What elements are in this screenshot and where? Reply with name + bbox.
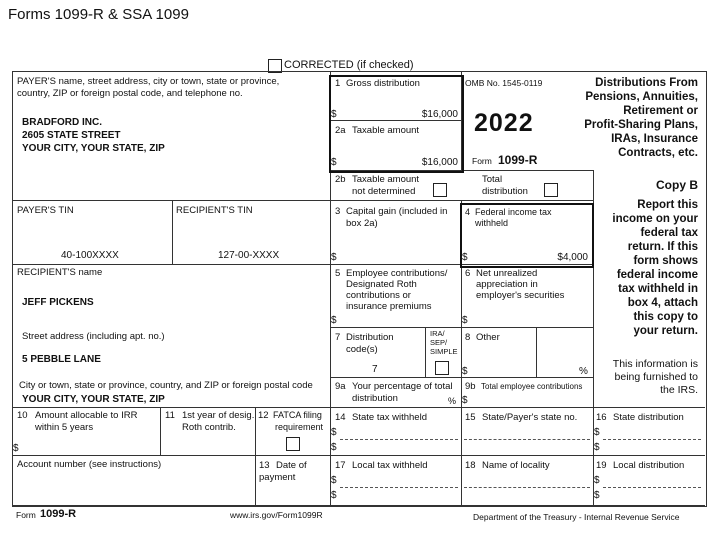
- box7-value[interactable]: 7: [372, 364, 378, 375]
- recipient-city[interactable]: YOUR CITY, YOUR STATE, ZIP: [22, 394, 165, 405]
- copy-b-line-7: tax withheld in: [618, 283, 698, 295]
- box2b-num: 2b: [335, 174, 346, 185]
- footer-form-prefix: Form: [16, 510, 36, 520]
- box9a-percent: %: [448, 396, 457, 406]
- payer-label-2: country, ZIP or foreign postal code, and telephone no.: [17, 88, 243, 99]
- box19-dollar-2: $: [594, 490, 600, 501]
- title-line-3: Retirement or: [623, 105, 698, 117]
- copy-b-info-2: being furnished to: [614, 371, 698, 383]
- box14-num: 14: [335, 412, 346, 423]
- box2a-value[interactable]: $16,000: [421, 157, 458, 168]
- copy-b-line-5: form shows: [633, 255, 698, 267]
- recipient-street[interactable]: 5 PEBBLE LANE: [22, 354, 101, 365]
- box5-line-4: insurance premiums: [346, 301, 432, 312]
- box4-label-2: withheld: [475, 218, 509, 228]
- box4-num: 4: [465, 207, 471, 217]
- copy-b-line-10: your return.: [633, 325, 698, 337]
- box17-dollar-1: $: [331, 475, 337, 486]
- box19-num: 19: [596, 460, 607, 471]
- box12-label: FATCA filing: [273, 410, 322, 420]
- box6-num: 6: [465, 268, 471, 279]
- copy-b-line-4: return. If this: [627, 241, 698, 253]
- omb-form-prefix: Form: [472, 156, 492, 166]
- box14-dollar-2: $: [331, 442, 337, 453]
- box15-label: State/Payer's state no.: [482, 412, 578, 423]
- box3-num: 3: [335, 206, 341, 217]
- box13-label-2: payment: [259, 472, 296, 483]
- box9a-num: 9a: [335, 381, 346, 392]
- box7-num: 7: [335, 332, 341, 343]
- box4-value[interactable]: $4,000: [557, 252, 588, 263]
- payer-tin-value[interactable]: 40-100XXXX: [61, 250, 119, 261]
- copy-b-line-6: federal income: [616, 269, 698, 281]
- box12-num: 12: [258, 410, 269, 421]
- box5-line-1: Employee contributions/: [346, 268, 448, 279]
- title-line-6: Contracts, etc.: [618, 147, 698, 159]
- box10-dollar: $: [13, 443, 19, 454]
- box2b-label-2: not determined: [352, 186, 416, 197]
- box5-line-2: Designated Roth: [346, 279, 417, 290]
- box6-dollar: $: [462, 315, 468, 326]
- recipient-name[interactable]: JEFF PICKENS: [22, 297, 94, 308]
- box3-dollar: $: [331, 252, 337, 263]
- recipient-tin-label: RECIPIENT'S TIN: [176, 205, 253, 216]
- box8-num: 8: [465, 332, 471, 343]
- ira-label-1: IRA/: [430, 329, 445, 338]
- payer-tin-label: PAYER'S TIN: [17, 205, 74, 216]
- total-distribution-checkbox[interactable]: [544, 183, 558, 197]
- footer-url[interactable]: www.irs.gov/Form1099R: [230, 510, 323, 520]
- box9a-label: Your percentage of total: [352, 381, 453, 392]
- box2b-checkbox[interactable]: [433, 183, 447, 197]
- box3-label-2: box 2a): [346, 218, 378, 229]
- box2b-label: Taxable amount: [352, 174, 420, 185]
- box18-num: 18: [465, 460, 476, 471]
- box13-num: 13: [259, 460, 270, 471]
- box1-num: 1: [335, 78, 341, 89]
- fatca-checkbox[interactable]: [286, 437, 300, 451]
- box10-label: Amount allocable to IRR: [35, 410, 138, 421]
- box11-num: 11: [165, 410, 175, 421]
- box17-dollar-2: $: [331, 490, 337, 501]
- box12-label-2: requirement: [275, 422, 324, 432]
- box11-label: 1st year of desig.: [182, 410, 255, 421]
- box6-line-1: Net unrealized: [476, 268, 538, 279]
- recipient-name-label: RECIPIENT'S name: [17, 267, 103, 278]
- recipient-city-label: City or town, state or province, country, and ZIP or foreign postal code: [19, 380, 313, 391]
- box8-percent: %: [579, 366, 588, 377]
- box2a-label: Taxable amount: [352, 125, 420, 136]
- box14-label: State tax withheld: [352, 412, 427, 423]
- title-line-4: Profit-Sharing Plans,: [584, 119, 698, 131]
- box6-line-2: appreciation in: [476, 279, 538, 290]
- footer-form-name: 1099-R: [40, 508, 77, 520]
- box16-label: State distribution: [613, 412, 684, 423]
- box1-value[interactable]: $16,000: [421, 109, 458, 120]
- box6-line-3: employer's securities: [476, 290, 565, 301]
- box7-label-2: code(s): [346, 344, 378, 355]
- box18-label: Name of locality: [482, 460, 550, 471]
- box7-label: Distribution: [346, 332, 394, 343]
- title-line-1: Distributions From: [595, 77, 698, 89]
- box10-label-2: within 5 years: [35, 422, 94, 433]
- copy-b-info-3: the IRS.: [660, 384, 698, 396]
- copy-b-info-1: This information is: [612, 358, 698, 370]
- total-distribution-label: Total: [482, 174, 503, 185]
- title-line-5: IRAs, Insurance: [611, 133, 698, 145]
- box19-label: Local distribution: [613, 460, 685, 471]
- copy-b-line-1: Report this: [637, 199, 698, 211]
- box9b-num: 9b: [465, 381, 476, 392]
- copy-b-line-2: income on your: [612, 213, 698, 225]
- box16-dollar-2: $: [594, 442, 600, 453]
- payer-name[interactable]: BRADFORD INC.: [22, 117, 102, 128]
- box5-line-3: contributions or: [346, 290, 411, 301]
- box10-num: 10: [17, 410, 28, 421]
- box19-dollar-1: $: [594, 475, 600, 486]
- box1-label: Gross distribution: [346, 78, 420, 89]
- copy-b-line-9: this copy to: [633, 311, 698, 323]
- box5-dollar: $: [331, 315, 337, 326]
- box14-dollar-1: $: [331, 427, 337, 438]
- box11-label-2: Roth contrib.: [182, 422, 236, 433]
- corrected-label: CORRECTED (if checked): [284, 59, 414, 71]
- ira-sep-simple-checkbox[interactable]: [435, 361, 449, 375]
- recipient-tin-value[interactable]: 127-00-XXXX: [218, 250, 280, 261]
- box4-dollar: $: [462, 252, 468, 263]
- box8-label: Other: [476, 332, 500, 343]
- box16-num: 16: [596, 412, 607, 423]
- total-distribution-label-2: distribution: [482, 186, 528, 197]
- box2a-dollar: $: [331, 157, 337, 168]
- payer-label: PAYER'S name, street address, city or town, state or province,: [17, 76, 280, 87]
- box13-label: Date of: [276, 460, 307, 471]
- tax-year: 2022: [474, 109, 534, 137]
- copy-b-line-3: federal tax: [640, 227, 698, 239]
- omb-number: OMB No. 1545-0119: [465, 78, 543, 88]
- box1-dollar: $: [331, 109, 337, 120]
- omb-form-name: 1099-R: [498, 153, 538, 167]
- box5-num: 5: [335, 268, 341, 279]
- box4-label: Federal income tax: [475, 207, 552, 217]
- ira-label-2: SEP/: [430, 338, 448, 347]
- payer-city[interactable]: YOUR CITY, YOUR STATE, ZIP: [22, 143, 165, 154]
- ira-label-3: SIMPLE: [430, 347, 458, 356]
- box15-num: 15: [465, 412, 476, 423]
- box9a-label-2: distribution: [352, 393, 398, 404]
- box17-num: 17: [335, 460, 346, 471]
- box2a-num: 2a: [335, 125, 346, 136]
- title-line-2: Pensions, Annuities,: [585, 91, 698, 103]
- box3-label: Capital gain (included in: [346, 206, 448, 217]
- recipient-street-label: Street address (including apt. no.): [22, 331, 165, 342]
- box16-dollar-1: $: [594, 427, 600, 438]
- box17-label: Local tax withheld: [352, 460, 428, 471]
- box8-dollar: $: [462, 366, 468, 377]
- account-number-label: Account number (see instructions): [17, 459, 162, 470]
- page-title: Forms 1099-R & SSA 1099: [8, 6, 189, 23]
- copy-b-line-8: box 4, attach: [627, 297, 698, 309]
- box9b-label: Total employee contributions: [481, 382, 583, 391]
- payer-street[interactable]: 2605 STATE STREET: [22, 130, 121, 141]
- footer-department: Department of the Treasury - Internal Revenue Service: [473, 512, 680, 522]
- copy-b-title: Copy B: [656, 178, 698, 192]
- box9b-dollar: $: [462, 395, 468, 406]
